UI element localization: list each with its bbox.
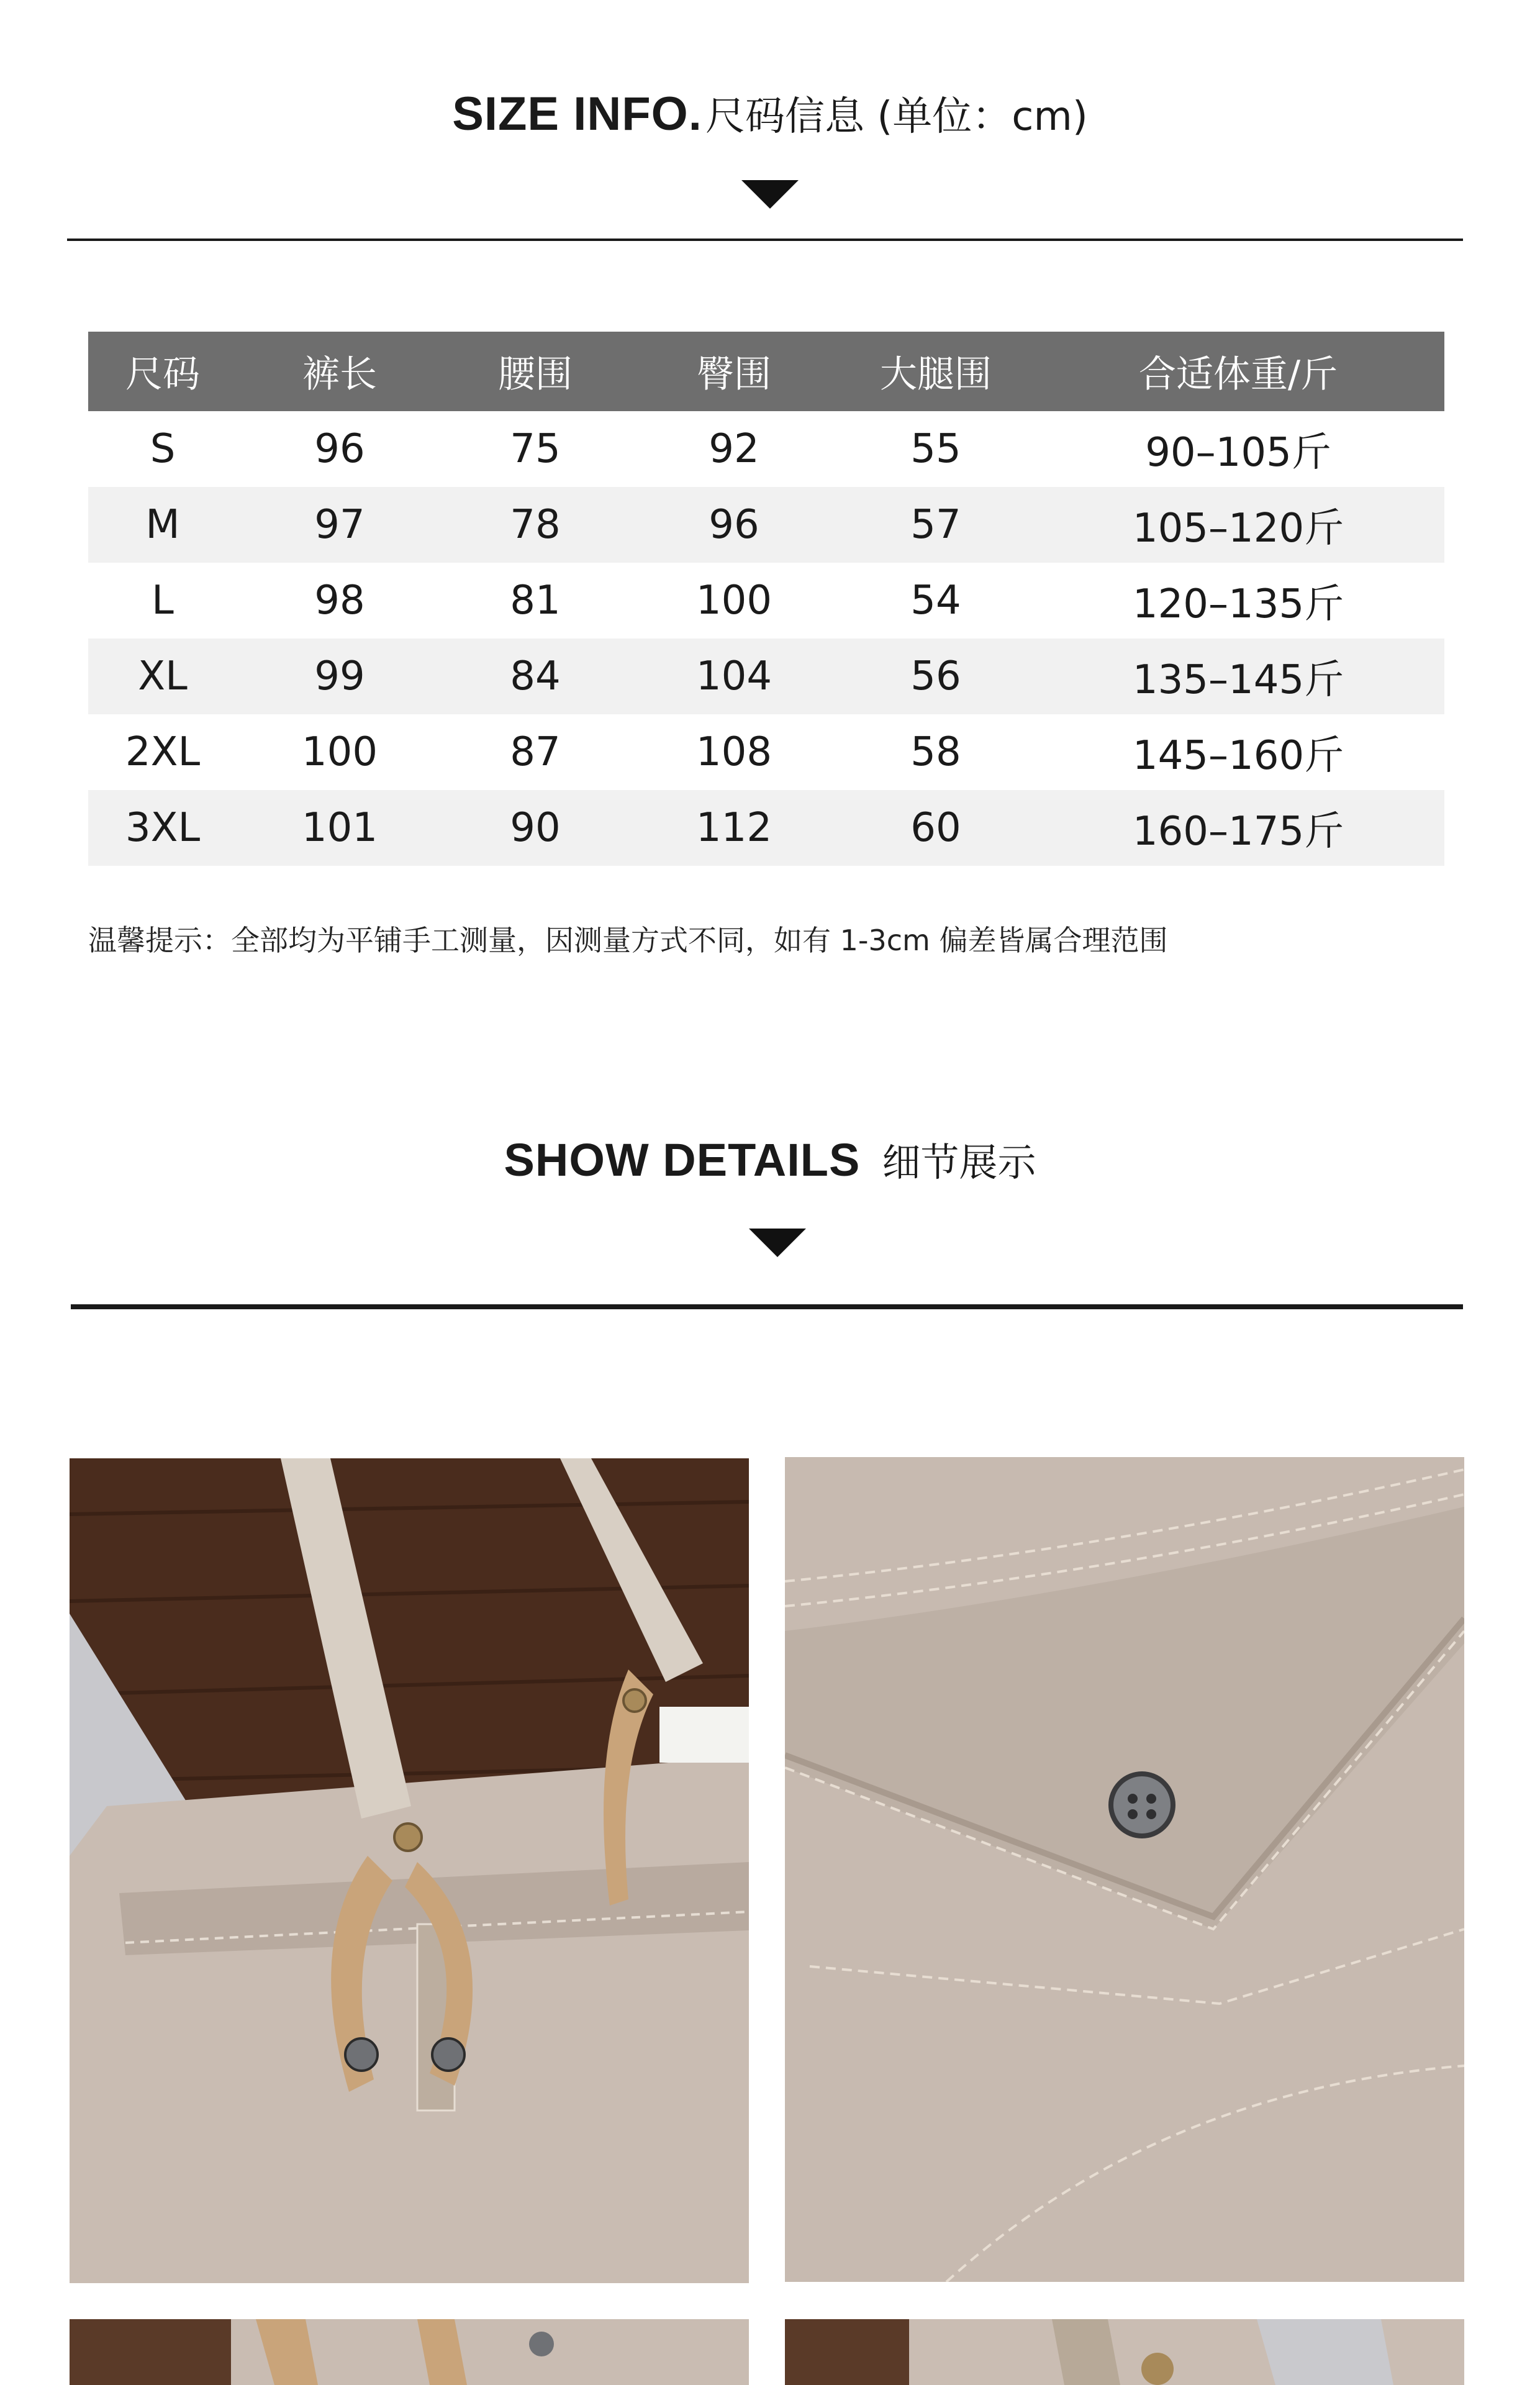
cell-size: M — [145, 502, 180, 548]
header-thigh: 大腿围 — [880, 353, 992, 396]
detail-photo-partial-left — [70, 2319, 749, 2385]
header-hip: 臀围 — [697, 353, 771, 396]
cell-thigh: 57 — [910, 502, 961, 548]
cell-waist: 75 — [510, 426, 561, 472]
cell-length: 100 — [301, 729, 378, 775]
cell-size: 2XL — [125, 729, 201, 775]
cell-weight: 145–160斤 — [1132, 733, 1344, 779]
table-row — [88, 563, 1444, 638]
cell-length: 101 — [301, 805, 378, 851]
cell-waist: 81 — [510, 578, 561, 624]
cell-length: 98 — [314, 578, 365, 624]
table-row — [88, 638, 1444, 714]
cell-weight: 135–145斤 — [1132, 657, 1344, 703]
cell-size: S — [150, 426, 176, 472]
cell-hip: 112 — [695, 805, 772, 851]
cell-weight: 120–135斤 — [1132, 581, 1344, 627]
show-details-divider — [71, 1304, 1463, 1309]
table-row — [88, 411, 1444, 487]
size-info-title-en: SIZE INFO. — [452, 88, 702, 140]
cell-hip: 92 — [709, 426, 759, 472]
cell-size: 3XL — [125, 805, 201, 851]
cell-waist: 90 — [510, 805, 561, 851]
cell-waist: 84 — [510, 653, 561, 699]
cell-thigh: 58 — [910, 729, 961, 775]
size-info-heading — [0, 84, 1540, 142]
cell-waist: 78 — [510, 502, 561, 548]
cell-length: 96 — [314, 426, 365, 472]
cell-thigh: 55 — [910, 426, 961, 472]
header-size: 尺码 — [125, 353, 200, 396]
detail-photo-partial-right — [785, 2319, 1464, 2385]
header-waist: 腰围 — [498, 353, 573, 396]
header-length: 裤长 — [302, 353, 377, 396]
cell-length: 97 — [314, 502, 365, 548]
header-weight: 合适体重/斤 — [1138, 353, 1338, 396]
cell-length: 99 — [314, 653, 365, 699]
detail-photo-pocket — [785, 1457, 1464, 2282]
cell-weight: 105–120斤 — [1132, 506, 1344, 552]
cell-hip: 104 — [695, 653, 772, 699]
down-triangle-icon — [749, 1229, 806, 1257]
down-triangle-icon — [741, 180, 799, 209]
cell-thigh: 54 — [910, 578, 961, 624]
show-details-heading — [0, 1132, 1540, 1187]
cell-thigh: 60 — [910, 805, 961, 851]
table-row — [88, 714, 1444, 790]
cell-weight: 160–175斤 — [1132, 809, 1344, 855]
measurement-tip: 温馨提示：全部均为平铺手工测量，因测量方式不同，如有 1-3cm 偏差皆属合理范围 — [88, 924, 1168, 957]
size-info-divider — [67, 238, 1463, 241]
cell-weight: 90–105斤 — [1145, 430, 1331, 476]
table-row — [88, 790, 1444, 866]
detail-photo-suspenders — [70, 1458, 749, 2283]
cell-hip: 96 — [709, 502, 759, 548]
cell-thigh: 56 — [910, 653, 961, 699]
cell-size: XL — [138, 653, 188, 699]
show-details-title-en: SHOW DETAILS — [504, 1134, 861, 1186]
cell-hip: 100 — [695, 578, 772, 624]
cell-waist: 87 — [510, 729, 561, 775]
show-details-title-zh: 细节展示 — [882, 1140, 1036, 1185]
size-info-title-zh: 尺码信息 (单位：cm) — [705, 94, 1088, 140]
cell-size: L — [152, 578, 174, 624]
size-table-header — [88, 332, 1444, 411]
size-table — [88, 332, 1444, 866]
table-row — [88, 487, 1444, 563]
cell-hip: 108 — [695, 729, 772, 775]
